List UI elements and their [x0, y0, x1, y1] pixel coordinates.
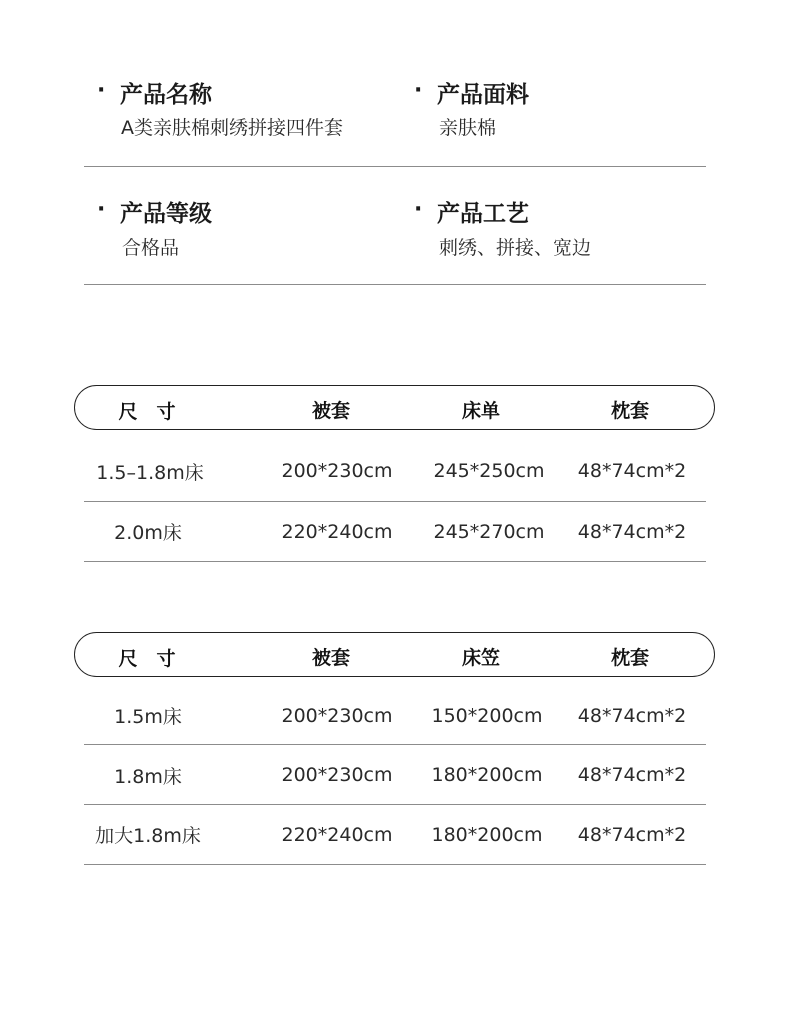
product-fabric-label: 产品面料	[437, 82, 529, 108]
row-duvet-cover: 220*240cm	[281, 824, 393, 846]
row-size: 1.5m床	[114, 706, 182, 728]
product-fabric-value: 亲肤棉	[439, 117, 497, 139]
divider	[84, 744, 706, 745]
row-size: 1.8m床	[114, 766, 182, 788]
row-duvet-cover: 220*240cm	[281, 521, 393, 543]
header-bed-sheet: 床单	[461, 400, 501, 422]
row-duvet-cover: 200*230cm	[281, 460, 393, 482]
product-craft-label: 产品工艺	[437, 201, 529, 227]
row-pillowcase: 48*74cm*2	[577, 460, 687, 482]
row-pillowcase: 48*74cm*2	[577, 824, 687, 846]
header-duvet-cover: 被套	[311, 400, 351, 422]
bullet-icon: ·	[97, 78, 106, 103]
bullet-icon: ·	[414, 78, 423, 103]
header-size: 尺 寸	[118, 648, 176, 670]
row-duvet-cover: 200*230cm	[281, 705, 393, 727]
row-bed-sheet: 245*250cm	[433, 460, 545, 482]
divider	[84, 804, 706, 805]
product-craft-value: 刺绣、拼接、宽边	[439, 237, 592, 259]
header-duvet-cover: 被套	[311, 647, 351, 669]
bullet-icon: ·	[97, 197, 106, 222]
row-fitted-sheet: 150*200cm	[431, 705, 543, 727]
row-size: 2.0m床	[114, 522, 182, 544]
bullet-icon: ·	[414, 197, 423, 222]
row-pillowcase: 48*74cm*2	[577, 521, 687, 543]
divider	[84, 284, 706, 285]
divider	[84, 501, 706, 502]
divider	[84, 864, 706, 865]
row-pillowcase: 48*74cm*2	[577, 705, 687, 727]
product-grade-value: 合格品	[122, 237, 180, 259]
row-bed-sheet: 245*270cm	[433, 521, 545, 543]
divider	[84, 166, 706, 167]
header-size: 尺 寸	[118, 401, 176, 423]
header-fitted-sheet: 床笠	[461, 647, 501, 669]
row-duvet-cover: 200*230cm	[281, 764, 393, 786]
row-fitted-sheet: 180*200cm	[431, 764, 543, 786]
header-pillowcase: 枕套	[610, 647, 650, 669]
product-name-value: A类亲肤棉刺绣拼接四件套	[121, 117, 343, 139]
divider	[84, 561, 706, 562]
row-size: 加大1.8m床	[95, 825, 201, 847]
row-size: 1.5–1.8m床	[96, 462, 204, 484]
header-pillowcase: 枕套	[610, 400, 650, 422]
row-pillowcase: 48*74cm*2	[577, 764, 687, 786]
product-grade-label: 产品等级	[120, 201, 212, 227]
product-name-label: 产品名称	[120, 82, 212, 108]
row-fitted-sheet: 180*200cm	[431, 824, 543, 846]
